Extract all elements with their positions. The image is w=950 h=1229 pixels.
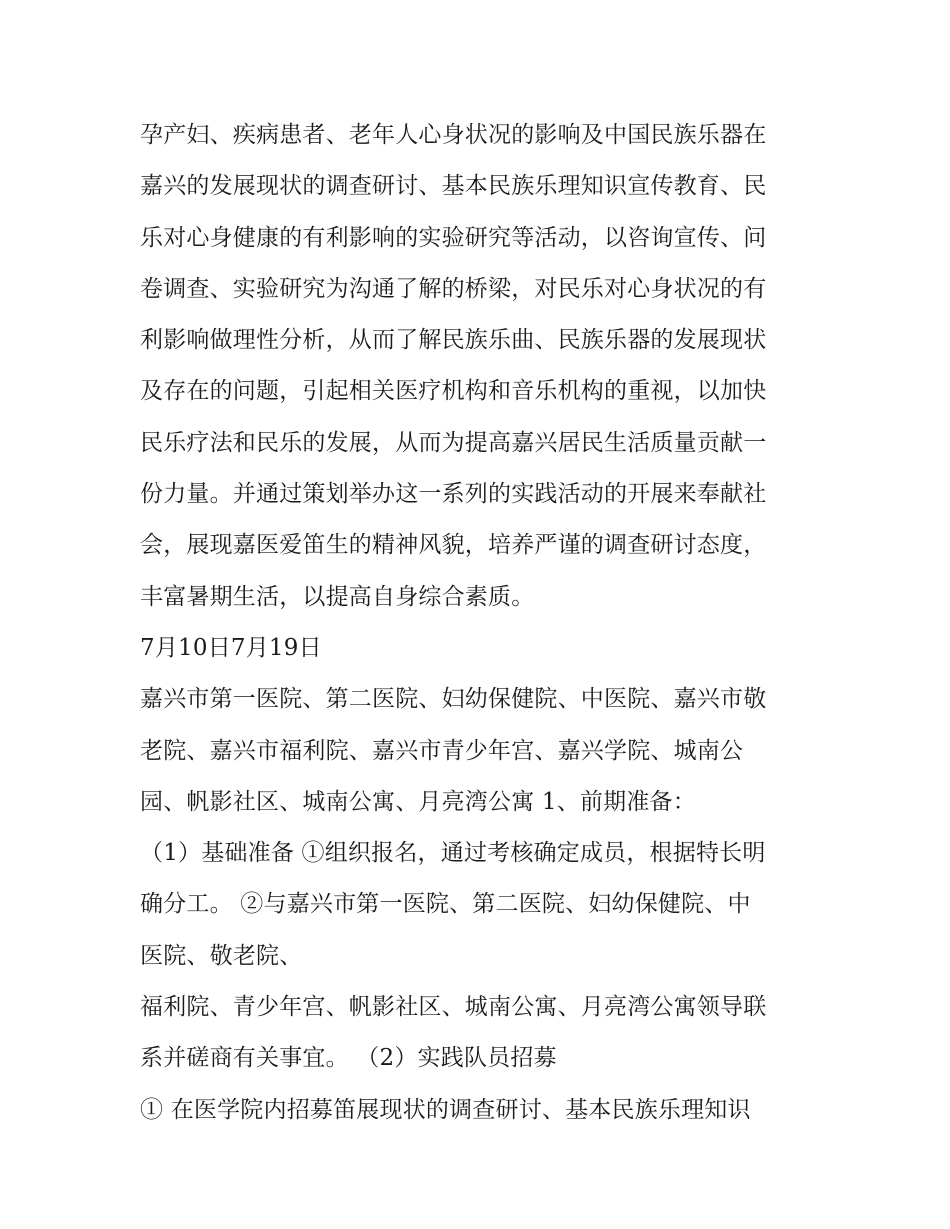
text-line: 确分工。 ②与嘉兴市第一医院、第二医院、妇幼保健院、中: [140, 891, 751, 918]
text-line: 福利院、青少年宫、帆影社区、城南公寓、月亮湾公寓领导联: [140, 994, 767, 1021]
text-line: 园、帆影社区、城南公寓、月亮湾公寓 1、前期准备：: [140, 788, 696, 815]
text-line: 嘉兴市第一医院、第二医院、妇幼保健院、中医院、嘉兴市敬: [140, 686, 767, 713]
text-line: 会，展现嘉医爱笛生的精神风貌，培养严谨的调查研讨态度，: [140, 532, 767, 559]
text-line: （1）基础准备 ①组织报名，通过考核确定成员，根据特长明: [140, 840, 766, 867]
text-line: 医院、敬老院、: [140, 942, 303, 969]
text-line: 份力量。并通过策划举办这一系列的实践活动的开展来奉献社: [140, 481, 767, 508]
text-line: ① 在医学院内招募笛展现状的调查研讨、基本民族乐理知识: [140, 1096, 751, 1123]
text-line: 嘉兴的发展现状的调查研讨、基本民族乐理知识宣传教育、民: [140, 173, 767, 200]
body-text: [140, 110, 830, 1136]
text-line: 卷调查、实验研究为沟通了解的桥梁，对民乐对心身状况的有: [140, 275, 767, 302]
text-line: 利影响做理性分析，从而了解民族乐曲、民族乐器的发展现状: [140, 327, 767, 354]
text-line: 丰富暑期生活，以提高自身综合素质。: [140, 583, 535, 610]
text-line: 孕产妇、疾病患者、老年人心身状况的影响及中国民族乐器在: [140, 122, 767, 148]
text-line: 老院、嘉兴市福利院、嘉兴市青少年宫、嘉兴学院、城南公: [140, 737, 744, 764]
text-line: 系并磋商有关事宜。 （2）实践队员招募: [140, 1045, 557, 1072]
text-line: 及存在的问题，引起相关医疗机构和音乐机构的重视，以加快: [140, 378, 767, 405]
text-line: 乐对心身健康的有利影响的实验研究等活动，以咨询宣传、问: [140, 224, 767, 251]
date-range-line: 7月10日7月19日: [140, 634, 322, 661]
text-line: 民乐疗法和民乐的发展，从而为提高嘉兴居民生活质量贡献一: [140, 429, 767, 456]
